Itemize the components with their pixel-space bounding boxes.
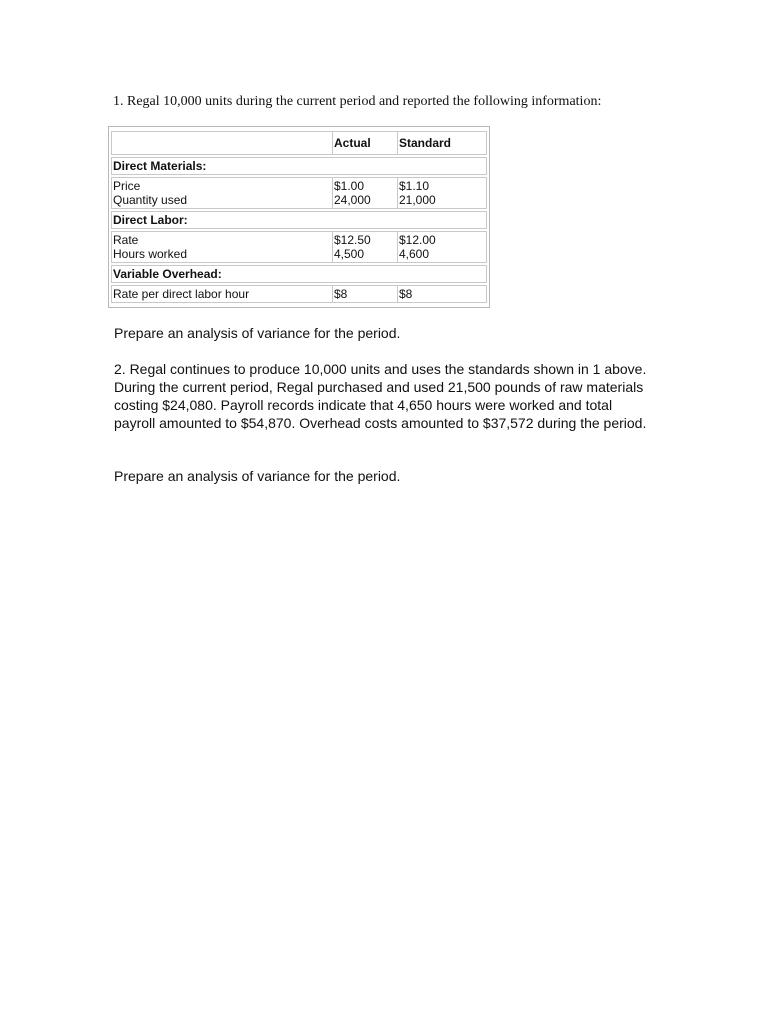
instruction-paragraph-2: Prepare an analysis of variance for the period. — [114, 468, 401, 484]
actual-values — [332, 177, 397, 209]
table-header-row — [111, 131, 487, 155]
variance-table-frame — [108, 126, 490, 308]
section-title: Variable Overhead: — [111, 265, 487, 283]
standard-values — [397, 177, 487, 209]
actual-value: $1.00 — [334, 179, 365, 193]
section-direct-materials — [111, 157, 487, 175]
standard-values — [397, 231, 487, 263]
section-direct-labor — [111, 211, 487, 229]
table-row-direct-materials — [111, 177, 487, 209]
standard-value: 21,000 — [399, 193, 436, 207]
actual-values — [332, 231, 397, 263]
actual-value: $8 — [332, 285, 397, 303]
section-variable-overhead — [111, 265, 487, 283]
actual-value: $12.50 — [334, 233, 371, 247]
row-label: Rate — [113, 233, 139, 247]
row-label: Hours worked — [113, 247, 188, 261]
standard-value: $12.00 — [399, 233, 436, 247]
header-standard: Standard — [397, 131, 487, 155]
standard-value: 4,600 — [399, 247, 430, 261]
instruction-paragraph-1: Prepare an analysis of variance for the period. — [114, 325, 401, 341]
standard-value: $8 — [397, 285, 487, 303]
row-label: Quantity used — [113, 193, 188, 207]
row-label: Price — [113, 179, 141, 193]
table-row-direct-labor — [111, 231, 487, 263]
intro-text: 1. Regal 10,000 units during the current period and reported the following information: — [113, 94, 602, 109]
actual-value: 4,500 — [334, 247, 365, 261]
section-title: Direct Materials: — [111, 157, 487, 175]
header-actual: Actual — [332, 131, 397, 155]
table-row-variable-overhead — [111, 285, 487, 303]
standard-value: $1.10 — [399, 179, 430, 193]
row-labels — [111, 231, 332, 263]
row-labels — [111, 177, 332, 209]
problem-2-paragraph: 2. Regal continues to produce 10,000 units and uses the standards shown in 1 above. During the current period, Regal purchased and used 21,500 pounds of raw materials costing $24,080. Payroll records indicate that 4,650 hours were worked and total payroll amounted to $54,870. Overhead costs amounted to $37,572 during the period. — [114, 361, 647, 431]
variance-table — [111, 129, 487, 305]
actual-value: 24,000 — [334, 193, 371, 207]
row-label: Rate per direct labor hour — [111, 285, 332, 303]
header-blank — [111, 131, 332, 155]
section-title: Direct Labor: — [111, 211, 487, 229]
